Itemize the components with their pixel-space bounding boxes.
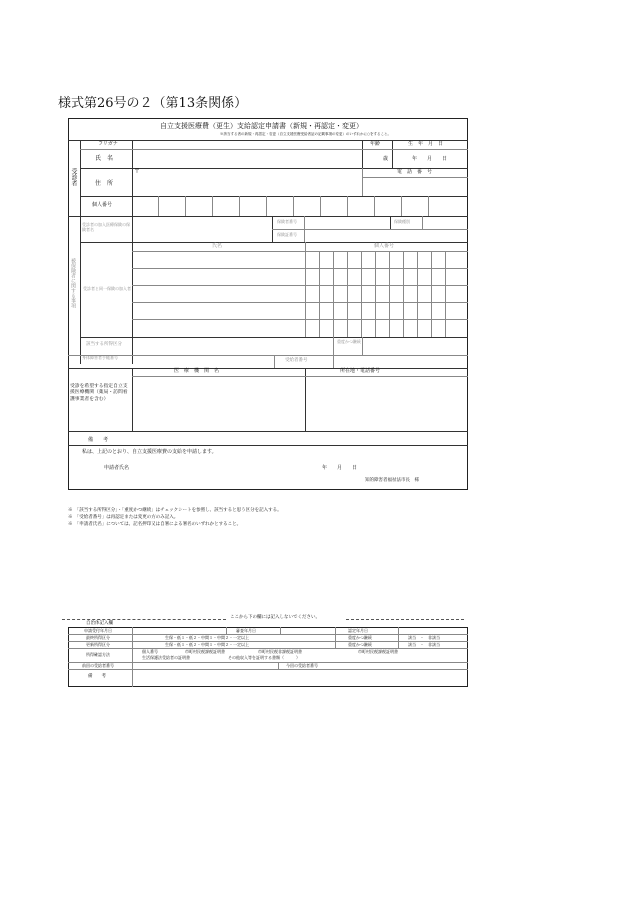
- form-subtitle-note: ※該当する者の新規・再認定・変更（自立支援医療受給者証の記載事項の変更）のいずれかに○をすること。: [220, 132, 392, 136]
- insurance-type-label: 保険種別: [394, 219, 410, 224]
- same-household-label: 受診者と同一保険の加入者: [83, 286, 131, 291]
- birth-date-label: 生 年 月 日: [408, 141, 444, 147]
- furigana-label: フリガナ: [98, 141, 118, 147]
- updated-severe-options: 該当 ・ 非該当: [408, 642, 440, 647]
- enrolled-insurance-label: 受診者の加入医療保険の保険者名: [82, 222, 130, 233]
- application-date: 年 月 日: [322, 465, 358, 471]
- updated-income-options: 生保・低１・低２・中間１・中間２・一定以上: [165, 642, 249, 647]
- income-class-label: 該当する所得区分: [86, 342, 122, 347]
- updated-income-class-label: 更新所得区分: [86, 642, 110, 647]
- income-item-3: 市町村民税非課税証明書: [258, 649, 302, 654]
- final-income-options: 生保・低１・低２・中間１・中間２・一定以上: [165, 635, 249, 640]
- recipient-number-label: 受給者番号: [285, 358, 308, 363]
- office-use-header: 自治体記入欄: [86, 621, 113, 626]
- facility-address-header: 所在地・電話番号: [340, 368, 381, 374]
- income-check-label: 所得確認方法: [86, 652, 110, 657]
- receipt-date-label: 申請受付年月日: [84, 628, 112, 633]
- office-remarks-label: 備 考: [88, 674, 106, 679]
- remarks-label: 備 考: [88, 437, 109, 443]
- form-number: 様式第26号の２（第13条関係）: [58, 96, 248, 111]
- income-item-4: 市町村民税課税証明書: [358, 649, 398, 654]
- household-name-header: 氏名: [212, 243, 223, 249]
- severe-continuous-label: 重度かつ継続: [337, 339, 361, 344]
- current-number-label: 今回の受給者番号: [286, 663, 318, 668]
- final-severe-options: 該当 ・ 非該当: [408, 635, 440, 640]
- income-item-6: その他収入等を証明する書類（ ）: [228, 655, 300, 660]
- note-1: ※ 「該当する所得区分」・「重度かつ継続」はチェックシートを参照し、該当すると思う区分を記入する。: [68, 508, 282, 513]
- facility-label: 受診を希望する指定自立支援医療機関（薬局・訪問看護事業者を含む）: [70, 384, 128, 402]
- recipient-section-label: 受診者: [70, 168, 77, 186]
- final-income-class-label: 最終所得区分: [86, 635, 110, 640]
- handbook-number-label: 身体障害者手帳番号: [82, 355, 118, 360]
- name-label: 氏 名: [95, 155, 114, 162]
- note-3: ※ 「申請者氏名」については、記名押印又は自署による署名のいずれかとすること。: [68, 522, 242, 527]
- address-label: 住 所: [95, 180, 114, 187]
- insurance-section-label: 被保険者に関する事項: [70, 258, 76, 308]
- addressee: 知的障害者福祉法市長 様: [365, 478, 419, 483]
- review-date-label: 審査年月日: [236, 628, 256, 633]
- prior-number-label: 前回の受給者番号: [82, 663, 114, 668]
- declaration-text: 私は、上記のとおり、自立支援医療費の支給を申請します。: [82, 449, 217, 455]
- divider-text: ここから下の欄には記入しないでください。: [230, 615, 320, 620]
- facility-name-header: 医 療 機 関 名: [174, 368, 220, 374]
- age-label: 年齢: [370, 141, 381, 147]
- approval-date-label: 認定年月日: [348, 628, 368, 633]
- insurer-number-label: 保険者番号: [277, 219, 297, 224]
- birth-date-format: 年 月 日: [412, 156, 448, 162]
- applicant-name-label: 申請者氏名: [104, 465, 130, 471]
- household-number-header: 個人番号: [374, 243, 395, 249]
- income-item-5: 生活保護法受給者の証明書: [142, 655, 190, 660]
- final-severe-label: 重度かつ継続: [348, 635, 372, 640]
- income-item-1: 個人番号: [142, 649, 158, 654]
- updated-severe-label: 重度かつ継続: [348, 642, 372, 647]
- phone-label: 電 話 番 号: [397, 169, 433, 175]
- postal-mark: 〒: [134, 168, 141, 175]
- form-title: 自立支援医療費（更生）支給認定申請書（新規・再認定・変更）: [160, 122, 363, 130]
- note-2: ※ 「受給者番号」は再認定または変更の方のみ記入。: [68, 515, 179, 520]
- income-item-2: 市町村民税課税証明書: [185, 649, 225, 654]
- age-unit: 歳: [383, 156, 389, 162]
- individual-number-label: 個人番号: [92, 202, 113, 208]
- insurance-card-label: 保険証番号: [277, 232, 297, 237]
